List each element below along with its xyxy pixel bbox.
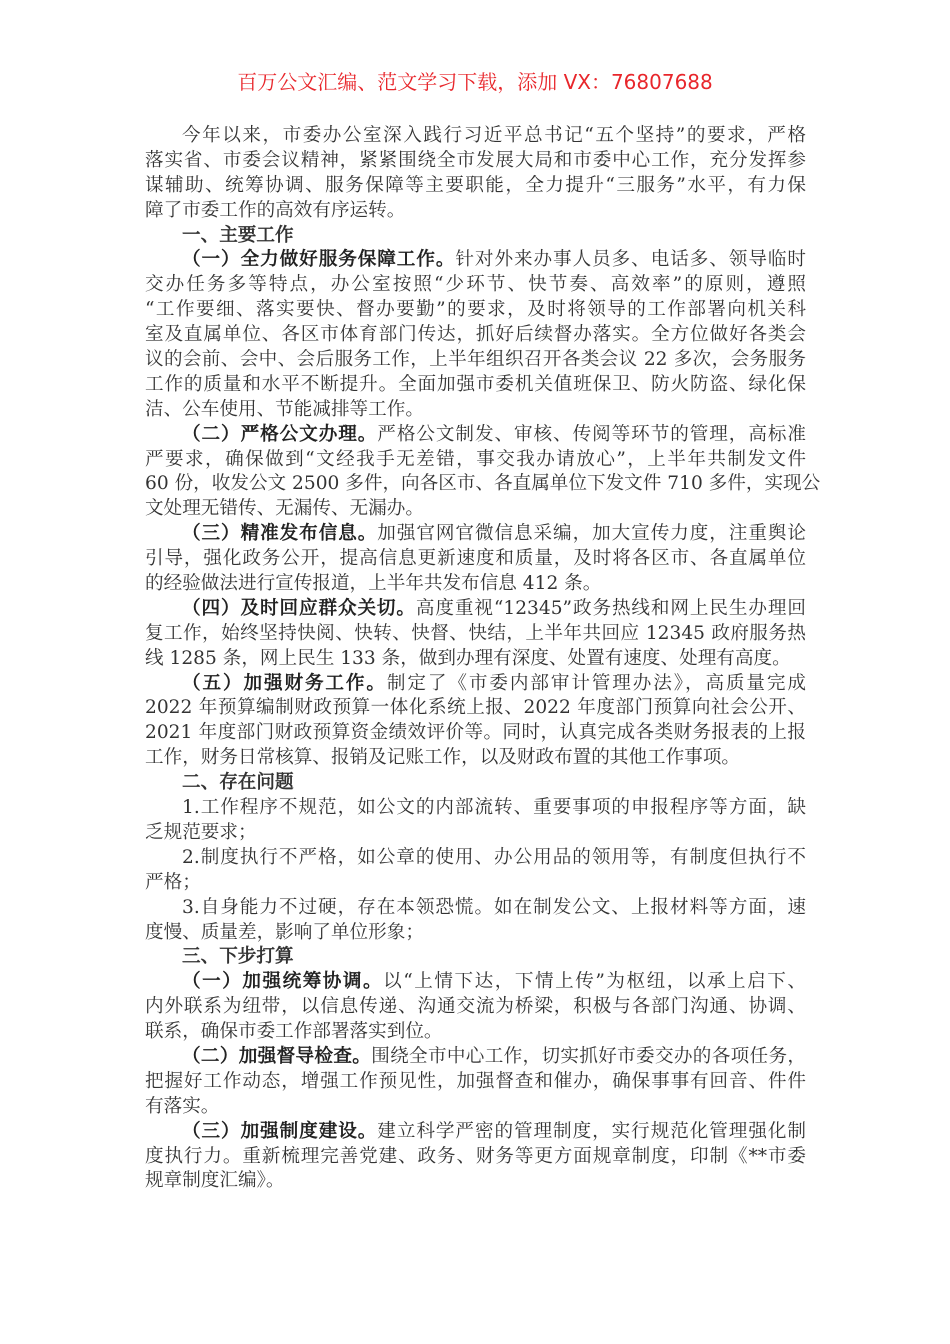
line-text: 3.自身能力不过硬，存在本领恐慌。如在制发公文、上报材料等方面，速 — [182, 896, 806, 918]
line-text: 以“上情下达，下情上传”为枢纽，以承上启下、 — [383, 971, 806, 993]
line-text: 针对外来办事人员多、电话多、领导临时 — [455, 249, 806, 271]
text-line — [145, 821, 806, 846]
line-text: 2.制度执行不严格，如公章的使用、办公用品的领用等，有制度但执行不 — [182, 846, 806, 868]
text-line — [145, 1045, 806, 1070]
text-line — [145, 472, 821, 497]
line-text: 室及直属单位、各区市体育部门传达，抓好后续督办落实。全方位做好各类会 — [145, 324, 806, 346]
paragraph-lead: （五）加强财务工作。 — [182, 672, 387, 694]
watermark-header-title: 百万公文汇编、范文学习下载，添加 VX：76807688 — [237, 70, 713, 94]
line-text: 60 份，收发公文 2500 多件，向各区市、各直属单位下发文件 710 多件，实现公 — [145, 473, 821, 495]
text-line — [145, 921, 806, 946]
section-heading — [145, 945, 806, 970]
text-line — [145, 273, 806, 298]
line-text: 三、下步打算 — [182, 946, 294, 968]
line-text: 严格； — [145, 871, 201, 893]
line-text: 联系，确保市委工作部署落实到位。 — [145, 1021, 443, 1043]
line-text: 严格公文制发、审核、传阅等环节的管理，高标准 — [377, 423, 806, 445]
text-line — [145, 970, 806, 995]
text-line — [145, 124, 806, 149]
text-line — [145, 672, 806, 697]
text-line — [145, 398, 806, 423]
text-line — [145, 522, 806, 547]
text-line — [145, 1020, 806, 1045]
text-line — [145, 896, 806, 921]
paragraph-lead: （二）严格公文办理。 — [182, 423, 378, 445]
line-text: 把握好工作动态，增强工作预见性，加强督查和催办，确保事事有回音、件件 — [145, 1070, 806, 1092]
text-line — [145, 199, 806, 224]
paragraph — [145, 672, 806, 772]
section-heading — [145, 771, 806, 796]
section-heading — [145, 224, 806, 249]
line-text: 度慢、质量差，影响了单位形象； — [145, 921, 424, 943]
line-text: 度执行力。重新梳理完善党建、政务、财务等更方面规章制度，印制《**市委 — [145, 1145, 806, 1167]
line-text: 工作，财务日常核算、报销及记账工作，以及财政布置的其他工作事项。 — [145, 747, 741, 769]
line-text: 谋辅助、统筹协调、服务保障等主要职能，全力提升“三服务”水平，有力保 — [145, 174, 806, 196]
line-text: 建立科学严密的管理制度，实行规范化管理强化制 — [377, 1120, 806, 1142]
line-text: 二、存在问题 — [182, 772, 294, 794]
text-line — [145, 1120, 806, 1145]
paragraph — [145, 796, 806, 846]
text-line — [145, 323, 806, 348]
paragraph-lead: （三）加强制度建设。 — [182, 1120, 378, 1142]
line-text: 落实省、市委会议精神，紧紧围绕全市发展大局和市委中心工作，充分发挥参 — [145, 149, 806, 171]
line-text: 交办任务多等特点，办公室按照“少环节、快节奏、高效率”的原则，遵照 — [145, 274, 806, 296]
line-text: 洁、公车使用、节能减排等工作。 — [145, 398, 424, 420]
text-line — [145, 547, 806, 572]
text-line — [145, 1095, 806, 1120]
paragraph — [145, 423, 821, 523]
line-text: 复工作，始终坚持快阅、快转、快督、快结，上半年共回应 12345 政府服务热 — [145, 622, 806, 644]
paragraph — [145, 970, 806, 1045]
text-line — [145, 846, 806, 871]
paragraph — [145, 1120, 806, 1195]
paragraph — [145, 522, 806, 597]
text-line — [145, 448, 806, 473]
text-line — [145, 746, 806, 771]
text-line — [145, 1145, 806, 1170]
line-text: 内外联系为纽带，以信息传递、沟通交流为桥梁，积极与各部门沟通、协调、 — [145, 996, 806, 1018]
paragraph-lead: （一）加强统筹协调。 — [182, 971, 384, 993]
line-text: 1.工作程序不规范，如公文的内部流转、重要事项的申报程序等方面，缺 — [182, 797, 806, 819]
line-text: 一、主要工作 — [182, 224, 294, 246]
paragraph — [145, 248, 806, 422]
paragraph — [145, 896, 806, 946]
line-text: 规章制度汇编》。 — [145, 1170, 285, 1192]
line-text: 有落实。 — [145, 1095, 220, 1117]
line-text: 引导，强化政务公开，提高信息更新速度和质量，及时将各区市、各直属单位 — [145, 548, 806, 570]
paragraph — [145, 846, 806, 896]
text-line — [145, 945, 806, 970]
text-line — [145, 696, 806, 721]
line-text: 议的会前、会中、会后服务工作，上半年组织召开各类会议 22 多次，会务服务 — [145, 349, 806, 371]
text-line — [145, 647, 806, 672]
line-text: 制定了《市委内部审计管理办法》，高质量完成 — [386, 672, 806, 694]
text-line — [145, 423, 806, 448]
text-line — [145, 871, 806, 896]
text-line — [145, 995, 806, 1020]
text-line — [145, 1070, 806, 1095]
text-line — [145, 771, 806, 796]
text-line — [145, 572, 806, 597]
text-line — [145, 224, 806, 249]
text-line — [145, 348, 806, 373]
text-line — [145, 149, 806, 174]
paragraph — [145, 124, 806, 224]
text-line — [145, 721, 806, 746]
text-line — [145, 248, 806, 273]
line-text: 的经验做法进行宣传报道，上半年共发布信息 412 条。 — [145, 573, 602, 595]
paragraph-lead: （二）加强督导检查。 — [182, 1045, 372, 1067]
line-text: 文处理无错传、无漏传、无漏办。 — [145, 498, 424, 520]
line-text: 严要求，确保做到“文经我手无差错，事交我办请放心”，上半年共制发文件 — [145, 448, 806, 470]
text-line — [145, 497, 806, 522]
line-text: 2022 年预算编制财政预算一体化系统上报、2022 年度部门预算向社会公开、 — [145, 697, 806, 719]
line-text: 高度重视“12345”政务热线和网上民生办理回 — [415, 597, 806, 619]
text-line — [145, 373, 806, 398]
text-line — [145, 796, 806, 821]
text-line — [145, 174, 806, 199]
line-text: 加强官网官微信息采编，加大宣传力度，注重舆论 — [377, 523, 806, 545]
text-line — [145, 1169, 806, 1194]
paragraph — [145, 1045, 806, 1120]
line-text: 今年以来，市委办公室深入践行习近平总书记“五个坚持”的要求，严格 — [182, 125, 806, 146]
text-line — [145, 597, 806, 622]
paragraph — [145, 597, 806, 672]
line-text: 障了市委工作的高效有序运转。 — [145, 199, 406, 221]
line-text: 工作的质量和水平不断提升。全面加强市委机关值班保卫、防火防盗、绿化保 — [145, 373, 806, 395]
line-text: 围绕全市中心工作，切实抓好市委交办的各项任务， — [371, 1045, 806, 1067]
paragraph-lead: （一）全力做好服务保障工作。 — [182, 249, 456, 271]
line-text: “工作要细、落实要快、督办要勤”的要求，及时将领导的工作部署向机关科 — [145, 299, 806, 321]
line-text: 2021 年度部门财政预算资金绩效评价等。同时，认真完成各类财务报表的上报 — [145, 722, 806, 744]
text-line — [145, 622, 806, 647]
line-text: 乏规范要求； — [145, 821, 257, 843]
text-line — [145, 298, 806, 323]
line-text: 线 1285 条，网上民生 133 条，做到办理有深度、处置有速度、处理有高度。 — [145, 647, 791, 669]
document-body — [145, 124, 821, 1194]
paragraph-lead: （三）精准发布信息。 — [182, 523, 378, 545]
paragraph-lead: （四）及时回应群众关切。 — [182, 597, 416, 619]
